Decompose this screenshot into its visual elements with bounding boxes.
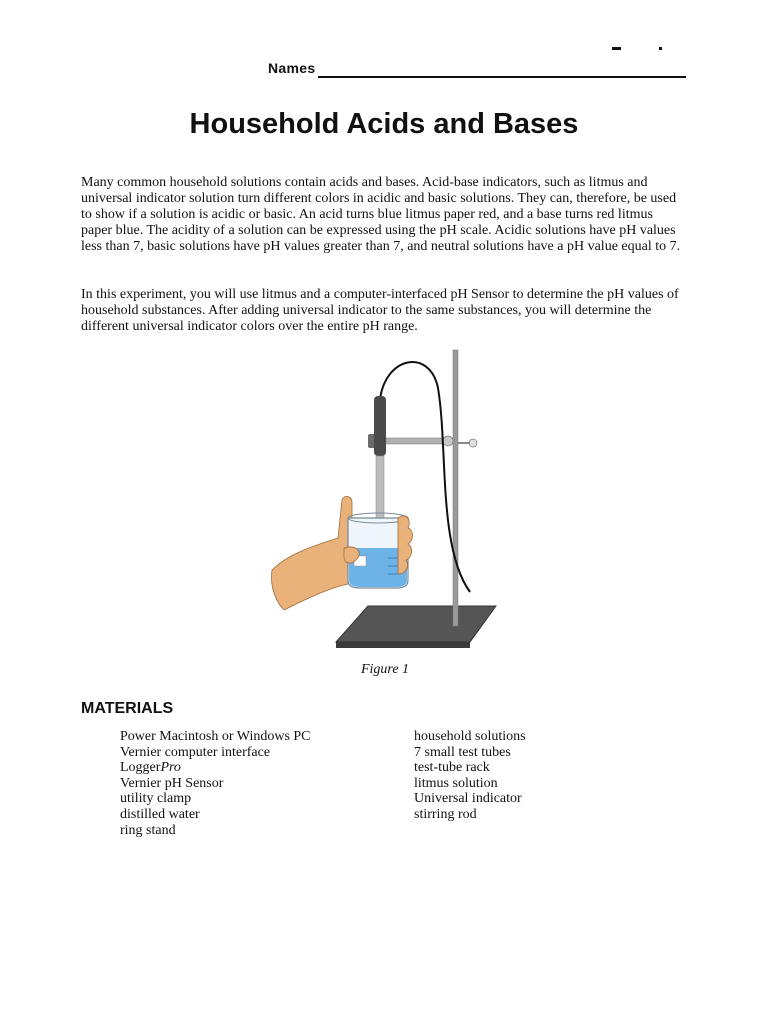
material-item: Vernier pH Sensor xyxy=(120,775,224,791)
page-title: Household Acids and Bases xyxy=(189,108,579,140)
material-item: Universal indicator xyxy=(414,791,522,807)
figure-caption: Figure 1 xyxy=(360,662,410,677)
material-item: stirring rod xyxy=(414,806,477,822)
materials-heading: MATERIALS xyxy=(81,700,174,717)
pro-text: Pro xyxy=(160,760,181,776)
materials-list-right xyxy=(414,729,526,823)
material-item: Vernier computer interface xyxy=(120,744,271,760)
material-item-logger-pro xyxy=(120,760,311,776)
material-item: utility clamp xyxy=(120,791,192,807)
stand-rod xyxy=(453,350,458,626)
ph-sensor-probe xyxy=(374,396,386,456)
material-item: Power Macintosh or Windows PC xyxy=(120,729,311,744)
names-label: Names xyxy=(268,60,316,76)
material-item: ring stand xyxy=(120,822,176,838)
material-item: test-tube rack xyxy=(414,760,490,776)
fingers xyxy=(398,516,413,574)
intro-paragraph: Many common household solutions contain acids and bases. Acid-base indicators, such as litmus and universal indicator solution turn different colors in acidic and basic solutions. They can, therefore, be used to show if a solution is acidic or basic. An acid turns blue litmus paper red, and a base turns red litmus paper blue. The acidity of a solution can be expressed using the pH scale. Acidic solutions have pH values less than 7, basic solutions have pH values greater than 7, and neutral solutions have a pH value equal to 7. xyxy=(81,175,681,254)
ph-sensor-figure xyxy=(260,348,510,658)
material-item: 7 small test tubes xyxy=(414,744,511,760)
stand-base xyxy=(336,606,496,642)
hand xyxy=(272,496,353,610)
experiment-paragraph: In this experiment, you will use litmus and a computer-interfaced pH Sensor to determine the pH values of household substances. After adding universal indicator to the same substances, you will determine the different universal indicator colors over the entire pH range. xyxy=(81,287,679,334)
logger-text: Logger xyxy=(120,760,161,776)
material-item: distilled water xyxy=(120,806,200,822)
names-blank-line[interactable] xyxy=(318,76,686,78)
material-item: household solutions xyxy=(414,729,526,744)
corner-mark-short xyxy=(659,47,662,50)
material-item: litmus solution xyxy=(414,775,498,791)
materials-list-left xyxy=(120,729,311,838)
corner-mark-long xyxy=(612,47,621,50)
